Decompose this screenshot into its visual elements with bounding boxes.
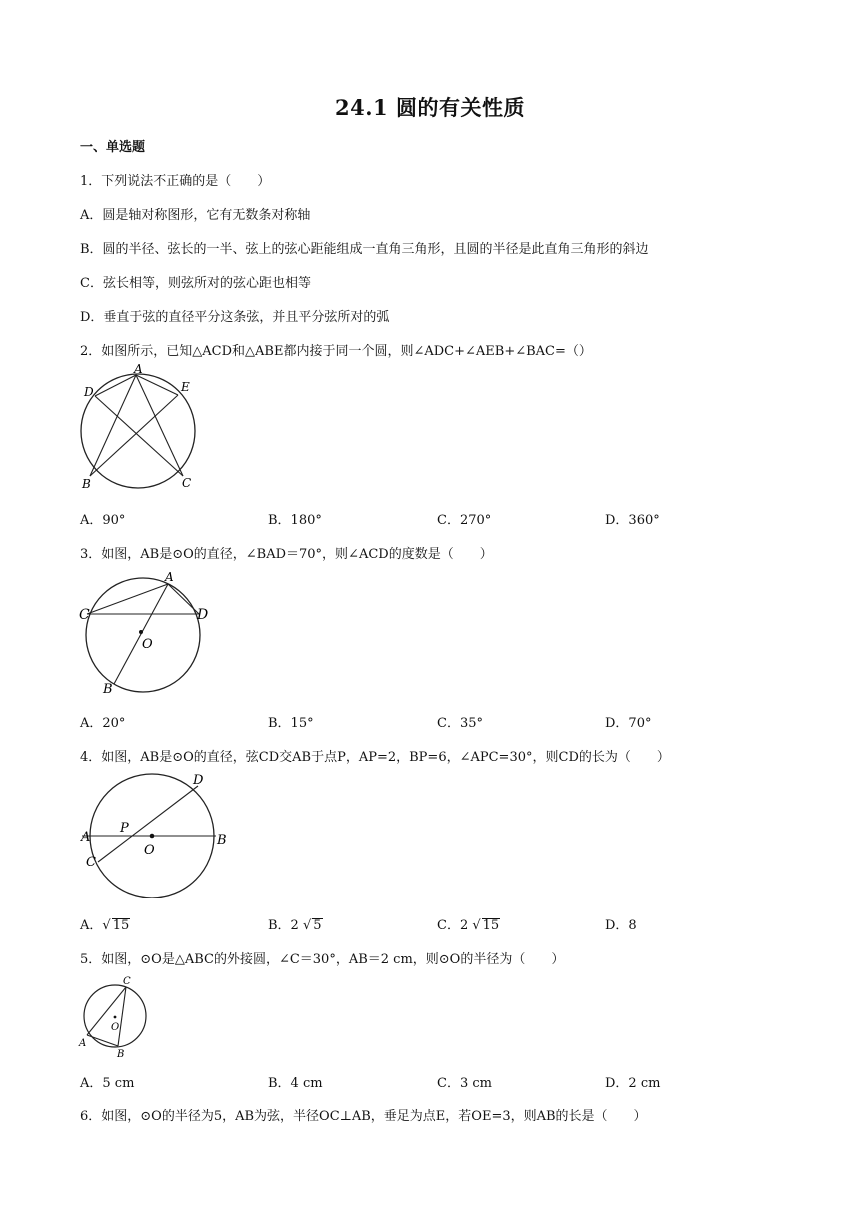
chord-eb <box>90 395 178 476</box>
question-6-stem: 6．如图，⊙O的半径为5，AB为弦，半径OC⊥AB，垂足为点E，若OE=3，则AB的长是（ ） <box>80 1109 647 1124</box>
question-2-choice-c: C．270° <box>437 513 492 528</box>
question-2-stem: 2．如图所示，已知△ACD和△ABE都内接于同一个圆，则∠ADC+∠AEB+∠BAC=（） <box>80 344 592 359</box>
question-4-choice-b <box>268 914 323 933</box>
question-5-choice-d: D．2 cm <box>605 1076 661 1091</box>
center-point <box>114 1016 117 1019</box>
question-2-choice-a: A．90° <box>80 513 126 528</box>
radicand: 15 <box>482 918 500 933</box>
question-3-figure <box>78 568 213 698</box>
label-o: O <box>144 843 155 858</box>
question-4-choice-c <box>437 914 500 933</box>
question-3-stem: 3．如图，AB是⊙O的直径，∠BAD＝70°，则∠ACD的度数是（ ） <box>80 547 493 562</box>
label-a: A <box>81 830 91 845</box>
label-o: O <box>111 1022 120 1033</box>
page-title: 24.1 圆的有关性质 <box>335 95 525 120</box>
question-5-choice-c: C．3 cm <box>437 1076 492 1091</box>
question-3-choice-b: B．15° <box>268 716 314 731</box>
question-5-figure <box>78 972 153 1060</box>
label-e: E <box>181 380 190 394</box>
label-d: D <box>193 773 204 788</box>
question-1-choice-a: A．圆是轴对称图形，它有无数条对称轴 <box>80 208 311 223</box>
choice-prefix: A． <box>80 918 103 933</box>
label-c: C <box>182 476 192 490</box>
label-o: O <box>142 637 153 652</box>
question-3-choice-d: D．70° <box>605 716 652 731</box>
choice-prefix: C．2 <box>437 918 473 933</box>
question-3-choice-a: A．20° <box>80 716 126 731</box>
chord-ac <box>136 375 183 476</box>
question-4-figure <box>78 770 238 898</box>
sqrt-symbol: √ <box>472 918 481 933</box>
label-b: B <box>103 682 113 697</box>
chord-ad <box>168 584 199 614</box>
label-c: C <box>86 855 96 870</box>
question-1-choice-c: C．弦长相等，则弦所对的弦心距也相等 <box>80 276 311 291</box>
question-2-figure <box>78 362 203 492</box>
question-4-stem: 4．如图，AB是⊙O的直径，弦CD交AB于点P，AP=2，BP=6，∠APC=30°，则CD的长为（ ） <box>80 750 670 765</box>
label-b: B <box>117 1049 125 1060</box>
label-c: C <box>79 607 90 623</box>
question-1-choice-d: D．垂直于弦的直径平分这条弦，并且平分弦所对的弧 <box>80 310 390 325</box>
question-3-choice-c: C．35° <box>437 716 483 731</box>
question-4-choice-a <box>80 914 130 933</box>
circle <box>86 578 200 692</box>
label-a: A <box>79 1038 87 1049</box>
question-1-stem: 1．下列说法不正确的是（ ） <box>80 174 271 189</box>
label-a: A <box>134 362 143 376</box>
radicand: 5 <box>313 918 322 933</box>
question-1-choice-b: B．圆的半径、弦长的一半、弦上的弦心距能组成一直角三角形，且圆的半径是此直角三角形的斜边 <box>80 242 649 257</box>
sqrt-symbol: √ <box>302 918 312 933</box>
label-c: C <box>123 976 131 987</box>
label-p: P <box>120 821 129 836</box>
label-a: A <box>165 570 174 584</box>
sqrt-symbol: √ <box>102 918 111 933</box>
section-heading: 一、单选题 <box>80 140 146 155</box>
radicand: 15 <box>112 918 130 933</box>
chord-ab <box>90 375 136 476</box>
choice-prefix: D．8 <box>605 918 637 933</box>
center-point <box>139 630 143 634</box>
label-b: B <box>217 833 227 848</box>
question-5-stem: 5．如图，⊙O是△ABC的外接圆，∠C＝30°，AB＝2 cm，则⊙O的半径为（ ） <box>80 952 565 967</box>
label-b: B <box>82 477 91 491</box>
choice-prefix: B．2 <box>268 918 303 933</box>
question-2-choice-d: D．360° <box>605 513 660 528</box>
question-5-choice-a: A．5 cm <box>80 1076 135 1091</box>
question-2-choice-b: B．180° <box>268 513 322 528</box>
label-d: D <box>84 385 94 399</box>
center-point <box>150 834 155 839</box>
question-4-choice-d <box>605 914 637 933</box>
label-d: D <box>197 607 209 623</box>
question-5-choice-b: B．4 cm <box>268 1076 323 1091</box>
